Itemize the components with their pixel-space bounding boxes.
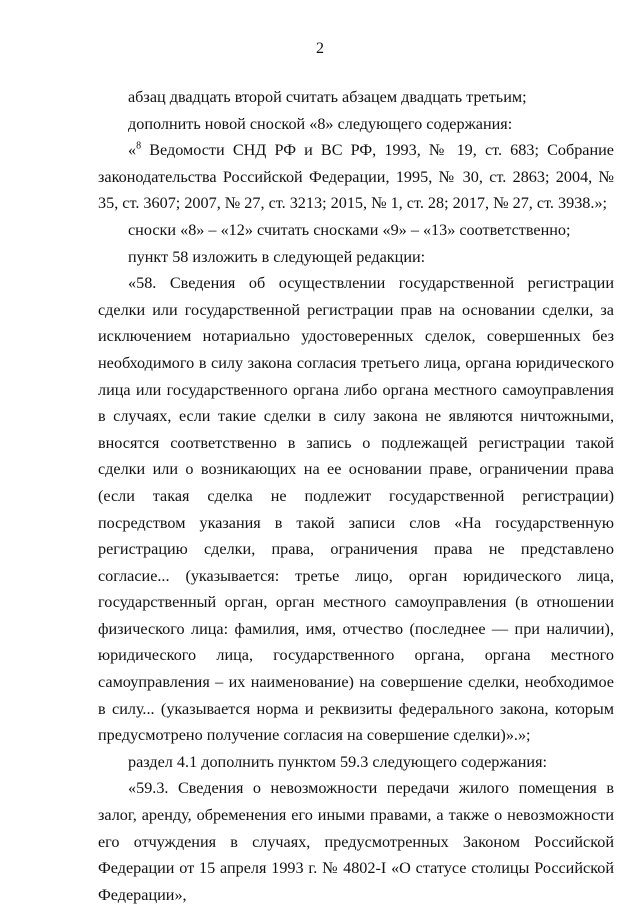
paragraph: абзац двадцать второй считать абзацем двадцать третьим; [128, 88, 527, 106]
page-number: 2 [316, 40, 324, 57]
paragraph: «59.3. Сведения о невозможности передачи жилого помещения в залог, аренду, обременения его иными правами, а также о невозможности его отчуждения в случаях, предусмотренных Законом Российской Федерации от 15 апреля 1993 г. № 4802-I «О статусе столицы Российской Федерации», [98, 779, 614, 904]
footnote-marker: 8 [136, 140, 142, 152]
document-body [98, 84, 614, 908]
paragraph: раздел 4.1 дополнить пунктом 59.3 следующего содержания: [128, 752, 548, 771]
paragraph: сноски «8» – «12» считать сносками «9» – «13» соответственно; [128, 220, 571, 239]
footnote-open-quote: « [128, 141, 137, 160]
footnote-text: Ведомости СНД РФ и ВС РФ, 1993, № 19, ст. 683; Собрание законодательства Российской Федерации, 1995, № 30, ст. 2863; 2004, № 35, ст. 3607; 2007, № 27, ст. 3213; 2015, № 1, ст. 28; 2017, № 27, ст. 3938.»; [98, 141, 614, 213]
paragraph: «58. Сведения об осуществлении государственной регистрации сделки или государственной регистрации прав на основании сделки, за исключением нотариально удостоверенных сделок, совершенных без необходимого в силу закона согласия третьего лица, органа юридического лица или государственного органа либо органа местного самоуправления в случаях, если такие сделки в силу закона не являются ничтожными, вносятся соответственно в запись о подлежащей регистрации такой сделки или о возникающих на ее основании праве, ограничении права (если такая сделка не подлежит государственной регистрации) посредством указания в такой записи слов «На государственную регистрацию сделки, права, ограничения права не представлено согласие... (указывается: третье лицо, орган юридического лица, государственный орган, орган местного самоуправления (в отношении физического лица: фамилия, имя, отчество (последнее — при наличии), юридического лица, государственного органа, органа местного самоуправления – их наименование) на совершение сделки, необходимое в силу... (указывается норма и реквизиты федерального закона, которым предусмотрено получение согласия на совершение сделки)».»; [98, 274, 614, 745]
footnote-paragraph [98, 137, 614, 217]
paragraph: дополнить новой сноской «8» следующего содержания: [128, 114, 513, 133]
paragraph: пункт 58 изложить в следующей редакции: [128, 247, 426, 266]
